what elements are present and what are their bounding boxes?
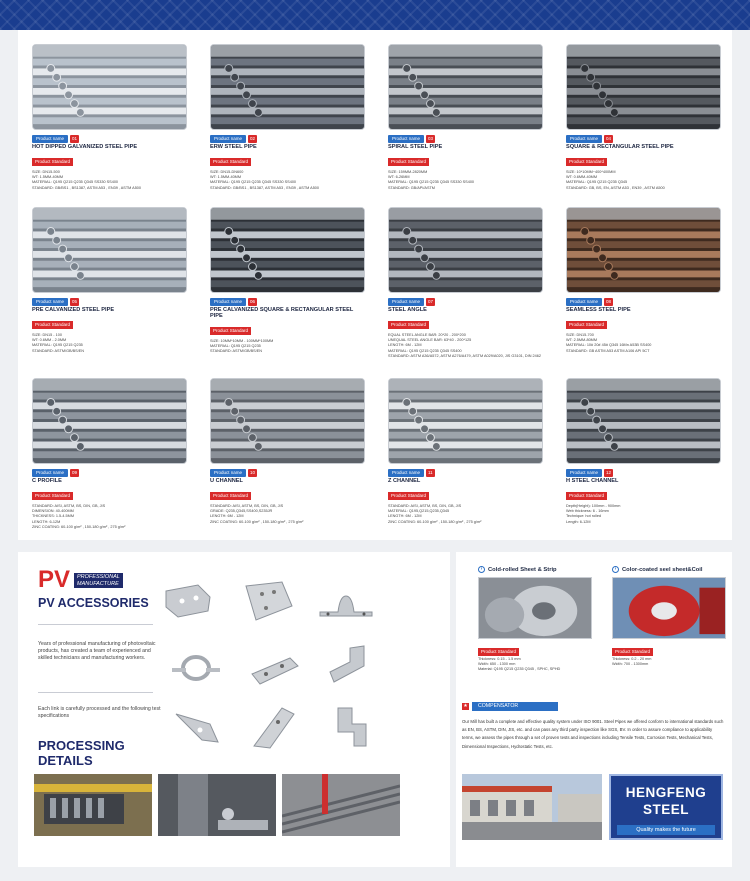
- spec-line: MATERIAL: 10# 20# 45# Q345 16Mn A53B SS400: [566, 343, 652, 348]
- pv-badge: [74, 573, 123, 588]
- product-title: HOT DIPPED GALVANIZED STEEL PIPE: [32, 144, 138, 150]
- product-title: SPIRAL STEEL PIPE: [388, 144, 443, 150]
- product-number-badge: 09: [72, 470, 78, 475]
- spec-line: MATERIAL: Q195,Q215,Q235,Q345: [388, 509, 450, 514]
- accessory-triangle-bracket-image: [246, 702, 306, 752]
- color-coated-title: Color-coated seel sheet&Coil: [622, 566, 703, 573]
- logo-tagline: Quality makes the future: [617, 825, 715, 835]
- product-specs: [566, 504, 721, 525]
- spec-line: UNEQUAL STEEL ANGLE BAR: 63*40 - 200*125: [388, 338, 472, 343]
- product-name-tag: Product name: [210, 135, 246, 143]
- product-specs: [32, 333, 187, 354]
- product-name-row: [566, 469, 721, 477]
- product-name-tag: Product name: [566, 469, 602, 477]
- pv-badge-line1: PROFESSIONAL: [77, 574, 120, 580]
- spec-line: MATERIAL: Q195 Q215 Q235 Q345 SS330 SS400: [210, 180, 297, 185]
- product-name-row: [210, 298, 365, 306]
- product-card: [566, 378, 721, 525]
- accessory-z-bracket-image: [320, 702, 380, 752]
- spec-line: SIZE: DN15-DN600: [210, 170, 244, 174]
- spec-line: SIZE: 159MM-2820MM: [388, 170, 428, 174]
- spec-line: SIZE: DN15 - 100: [32, 333, 62, 337]
- product-photo: [32, 378, 187, 464]
- arrow-circle-icon: ›: [612, 566, 619, 573]
- compensator-heading: [462, 702, 558, 711]
- product-title: ERW STEEL PIPE: [210, 144, 257, 150]
- spec-line: WT: 1.5MM-40MM: [210, 175, 242, 180]
- processing-title-line1: PROCESSING: [38, 738, 125, 753]
- product-specs: [210, 339, 365, 355]
- color-coated-specs: [612, 657, 730, 667]
- spec-line: GRADE: Q235,Q345,SS400,S235JR: [210, 509, 273, 514]
- accessory-angle-plate-image: [166, 704, 226, 754]
- product-name-row: [32, 298, 187, 306]
- product-photo: [32, 44, 187, 130]
- spec-line: DIMENSION: 40-400MM: [32, 509, 74, 514]
- spec-line: STANDARD: GB/BS1 , BS1387, ASTM A53 , EN39 , ASTM A500: [210, 185, 320, 190]
- product-number-badge: 12: [606, 470, 612, 475]
- spec-line: STANDARD: ASTM A36/A572, ASTM A276/A479, ASTM A029/A020, JIS G3101, DIN 2462: [388, 353, 541, 358]
- product-title: U CHANNEL: [210, 478, 243, 484]
- product-photo: [210, 207, 365, 293]
- spec-line: Length: 6-12M: [566, 519, 591, 524]
- product-name-tag: Product name: [210, 298, 246, 306]
- accessory-plate-image: [236, 576, 296, 626]
- spec-line: STANDARD: AISI, ASTM, BS, DIN, GB, JIS: [32, 504, 106, 508]
- product-name-row: [388, 298, 543, 306]
- product-photo: [388, 207, 543, 293]
- product-photo: [388, 378, 543, 464]
- product-standard-tag: Product Standard: [388, 492, 429, 500]
- product-number-badge: 03: [428, 136, 434, 141]
- spec-line: LENGTH: 6M - 12M: [388, 514, 422, 519]
- product-name-row: [388, 135, 543, 143]
- spec-line: Thickness: 0.15 - 1.5 mm: [478, 657, 521, 661]
- spec-line: LENGTH: 6M - 12M: [388, 343, 422, 348]
- product-specs: [32, 170, 187, 191]
- product-standard-tag: Product Standard: [210, 327, 251, 335]
- color-coated-heading: [612, 566, 703, 573]
- product-photo: [566, 207, 721, 293]
- lower-section: [18, 552, 732, 867]
- product-name-row: [566, 135, 721, 143]
- product-standard-tag: Product Standard: [566, 492, 607, 500]
- compensator-title: COMPENSATOR: [472, 702, 558, 711]
- accessory-hook-image: [158, 577, 218, 627]
- spec-line: SIZE: DN15-500: [32, 170, 60, 174]
- product-name-row: [388, 469, 543, 477]
- product-name-row: [566, 298, 721, 306]
- product-specs: [566, 333, 721, 354]
- logo-line1: HENGFENG: [625, 785, 707, 800]
- spec-line: LENGTH: 6-12M: [32, 519, 61, 524]
- product-specs: [32, 504, 187, 530]
- cold-rolled-heading: [478, 566, 557, 573]
- pv-big-text: PV: [38, 566, 71, 593]
- compensator-text: Our Mill has built a complete and effective quality system under ISO 9001. Steel Pipes we offered conform to international standards such as EN, BS, ASTM, DIN, JIS, etc. and can pass any third party inspection like SGS, BV. In order to assure compliance to applicability terms, we assess the pipes through a set of proven tests and inspections including Tensile Tests, Corrosion Tests, Mechanical Tests, Dimensional Inspections, Hydrostatic Tests, etc.: [462, 719, 724, 749]
- pv-badge-line2: MANUFACTURE: [77, 580, 119, 587]
- hengfeng-steel-logo: [609, 774, 723, 840]
- processing-photo-1: [34, 774, 152, 836]
- product-number-badge: 11: [428, 470, 433, 475]
- color-coated-standard-tag: Product Standard: [612, 648, 653, 656]
- logo-line2: STEEL: [642, 802, 689, 817]
- spec-line: Width: 700 - 1300mm: [612, 662, 649, 667]
- spec-line: SIZE: DN15-700: [566, 333, 594, 337]
- product-number-badge: 08: [606, 299, 612, 304]
- cold-rolled-specs: [478, 657, 596, 673]
- product-name-tag: Product name: [32, 469, 68, 477]
- spec-line: MATERIAL: Q195 Q215 Q235 Q345 SS330 SS400: [388, 180, 475, 185]
- spec-line: ZINC COATING: 60-100 g/m² , 150-180 g/m² , 275 g/m²: [388, 519, 482, 524]
- product-photo: [388, 44, 543, 130]
- pv-accessories-panel: [18, 552, 450, 867]
- spec-line: Material: Q195 Q215 Q235 Q345 , SPHC, SPHD: [478, 667, 561, 672]
- product-card: [388, 378, 543, 525]
- accessory-bracket-image: [246, 644, 306, 694]
- product-standard-tag: Product Standard: [388, 321, 429, 329]
- product-name-tag: Product name: [566, 135, 602, 143]
- product-card: [32, 44, 187, 191]
- product-name-row: [210, 469, 365, 477]
- product-title: Z CHANNEL: [388, 478, 421, 484]
- product-number-badge: 02: [250, 136, 256, 141]
- spec-line: SIZE: 10MM*10MM - 100MM*100MM: [210, 339, 274, 343]
- cold-rolled-coil-image: [478, 577, 592, 639]
- arrow-circle-icon: ›: [478, 566, 485, 573]
- spec-line: Thickness: 0.2 - 20 mm: [612, 657, 652, 661]
- product-card: [32, 207, 187, 354]
- product-number-badge: 01: [72, 136, 78, 141]
- spec-line: WT: 0.6MM - 2.0MM: [32, 338, 67, 343]
- product-name-tag: Product name: [566, 298, 602, 306]
- compensator-icon: ★: [463, 703, 468, 709]
- spec-line: STANDARD: AISI, ASTM, BS, DIN, GB, JIS: [210, 504, 284, 508]
- product-name-row: [32, 469, 187, 477]
- accessory-l-bracket-image: [320, 642, 380, 692]
- product-standard-tag: Product Standard: [388, 158, 429, 166]
- spec-line: WT: 6-26MM: [388, 175, 410, 180]
- product-number-badge: 07: [428, 299, 434, 304]
- sheet-and-company-panel: [456, 552, 732, 867]
- product-photo: [566, 378, 721, 464]
- product-specs: [388, 170, 543, 191]
- spec-line: ZINC COATING: 60-100 g/m² , 150-180 g/m² , 275 g/m²: [210, 519, 304, 524]
- product-number-badge: 04: [606, 136, 612, 141]
- spec-line: STANDARD: ASTM/GB/BS/EN: [32, 348, 85, 353]
- product-specs: [388, 504, 543, 525]
- product-number-badge: 10: [250, 470, 256, 475]
- accessory-pipe-clamp-image: [166, 644, 226, 694]
- processing-title-line2: DETAILS: [38, 752, 93, 768]
- product-standard-tag: Product Standard: [32, 321, 73, 329]
- spec-line: WT: 2.5MM-80MM: [566, 338, 598, 343]
- product-standard-tag: Product Standard: [210, 158, 251, 166]
- processing-photo-2: [158, 774, 276, 836]
- product-title: STEEL ANGLE: [388, 307, 427, 313]
- spec-line: Technique: hot rolled: [566, 514, 602, 519]
- product-card: [32, 378, 187, 530]
- processing-photo-3: [282, 774, 400, 836]
- spec-line: MATERIAL: Q195 Q215 Q235: [32, 343, 83, 348]
- product-specs: [210, 170, 365, 191]
- product-card: [210, 44, 365, 191]
- product-standard-tag: Product Standard: [210, 492, 251, 500]
- spec-line: EQUAL STEEL ANGLE BAR: 20*20 - 200*200: [388, 333, 466, 337]
- product-name-tag: Product name: [32, 135, 68, 143]
- spec-line: LENGTH: 6M - 12M: [210, 514, 244, 519]
- color-coated-coil-image: [612, 577, 726, 639]
- spec-line: STANDARD: GB/API/ASTM: [388, 185, 435, 190]
- spec-line: Web thickness: 6 - 16mm: [566, 509, 609, 514]
- product-card: [388, 44, 543, 191]
- product-card: [210, 207, 365, 355]
- product-title: H STEEL CHANNEL: [566, 478, 619, 484]
- product-title: PRE CALVANIZED SQUARE & RECTANGULAR STEEL PIPE: [210, 307, 354, 319]
- product-name-tag: Product name: [32, 298, 68, 306]
- spec-line: WT: 0.6MM-40MM: [566, 175, 598, 180]
- divider: [38, 624, 153, 625]
- product-name-tag: Product name: [210, 469, 246, 477]
- spec-line: STANDARD: GB/BS1 , BS1387, ASTM A53 , EN39 , ASTM A500: [32, 185, 142, 190]
- spec-line: MATERIAL: Q195 Q215 Q235 Q345 SS330 SS400: [32, 180, 119, 185]
- spec-line: THICKNESS: 1.5-4.5MM: [32, 514, 74, 519]
- spec-line: Depth(Height): 100mm - 900mm: [566, 504, 621, 508]
- spec-line: STANDARD: ASTM/GB/BS/EN: [210, 349, 263, 354]
- product-number-badge: 06: [250, 299, 256, 304]
- spec-line: MATERIAL: Q195 Q215 Q235: [210, 344, 261, 349]
- product-name-tag: Product name: [388, 298, 424, 306]
- spec-line: WT: 1.5MM-40MM: [32, 175, 64, 180]
- product-photo: [32, 207, 187, 293]
- product-card: [566, 44, 721, 191]
- product-standard-tag: Product Standard: [32, 158, 73, 166]
- product-specs: [566, 170, 721, 191]
- product-card: [388, 207, 543, 359]
- pv-accessories-title: PV ACCESSORIES: [38, 596, 149, 610]
- cold-rolled-title: Cold-rolled Sheet & Strip: [488, 566, 557, 573]
- pv-paragraph-1: Years of professional manufacturing of photovoltaic products, has created a team of experienced and skilled technicians and manufacturing workers.: [38, 641, 156, 662]
- divider: [38, 692, 153, 693]
- product-specs: [210, 504, 365, 525]
- product-name-tag: Product name: [388, 469, 424, 477]
- top-pattern-band: [0, 0, 750, 30]
- accessory-clamp-image: [316, 582, 376, 632]
- spec-line: STANDARD: AISI, ASTM, BS, DIN, GB, JIS: [388, 504, 462, 508]
- product-title: SEAMLESS STEEL PIPE: [566, 307, 631, 313]
- product-title: C PROFILE: [32, 478, 62, 484]
- product-standard-tag: Product Standard: [566, 158, 607, 166]
- product-title: PRE CALVANIZED STEEL PIPE: [32, 307, 115, 313]
- product-photo: [210, 378, 365, 464]
- spec-line: Width: 650 - 1300 mm: [478, 662, 516, 667]
- product-sheet: [18, 30, 732, 540]
- cold-rolled-standard-tag: Product Standard: [478, 648, 519, 656]
- spec-line: MATERIAL: Q195 Q215 Q235 Q345: [566, 180, 628, 185]
- spec-line: MATERIAL: Q195 Q215 Q235 Q345 SS400: [388, 348, 462, 353]
- processing-details-title: [38, 739, 125, 768]
- product-specs: [388, 333, 543, 359]
- product-card: [210, 378, 365, 525]
- product-photo: [566, 44, 721, 130]
- product-name-row: [210, 135, 365, 143]
- factory-photo: [462, 774, 602, 840]
- pv-paragraph-2: Each link is carefully processed and the following test specifications: [38, 706, 161, 720]
- product-title: SQUARE & RECTANGULAR STEEL PIPE: [566, 144, 674, 150]
- product-standard-tag: Product Standard: [32, 492, 73, 500]
- spec-line: STANDARD: GB ASTM A53 ASTM A106 API 5CT: [566, 348, 650, 353]
- spec-line: ZINC COATING: 60-100 g/m² , 150-180 g/m² , 275 g/m²: [32, 524, 126, 529]
- product-standard-tag: Product Standard: [566, 321, 607, 329]
- product-number-badge: 05: [72, 299, 78, 304]
- pv-heading: [38, 568, 123, 592]
- product-card: [566, 207, 721, 354]
- product-name-tag: Product name: [388, 135, 424, 143]
- product-photo: [210, 44, 365, 130]
- spec-line: STANDARD: GB, BS, EN, ASTM A53 , EN39 , ASTM A500: [566, 185, 665, 190]
- product-name-row: [32, 135, 187, 143]
- spec-line: SIZE: 10*10MM~400*400MM: [566, 170, 616, 174]
